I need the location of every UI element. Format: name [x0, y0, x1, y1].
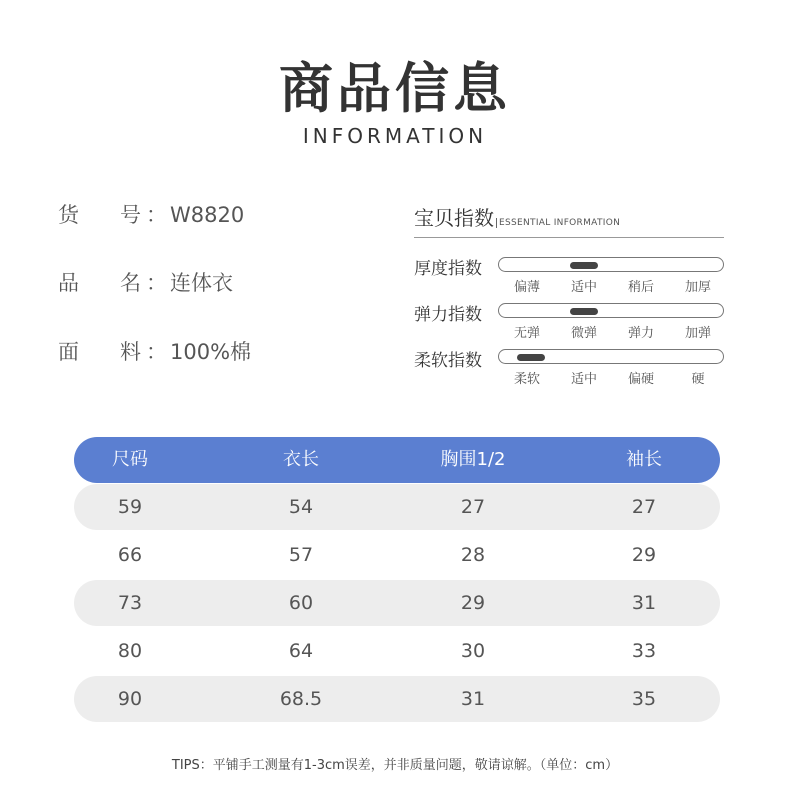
meter-tick: 微弹 [570, 326, 598, 341]
table-row [74, 628, 720, 674]
table-cell: 33 [631, 640, 657, 662]
tips-note: TIPS：平铺手工测量有1-3cm误差，并非质量问题，敬请谅解。（单位：cm） [171, 758, 619, 773]
header-cell: 尺码 [112, 449, 148, 470]
info-colon: ： [146, 271, 167, 295]
meter-tick: 柔软 [513, 372, 541, 387]
table-cell: 66 [117, 544, 143, 566]
meter-tick: 适中 [570, 280, 598, 295]
table-row [74, 532, 720, 578]
index-divider [414, 237, 724, 238]
info-value: 100%棉 [170, 340, 252, 364]
table-cell: 54 [288, 496, 314, 518]
info-label-a: 面 [58, 340, 79, 364]
table-cell: 31 [460, 688, 486, 710]
table-cell: 80 [117, 640, 143, 662]
meter-tick: 偏硬 [627, 372, 655, 387]
meter-tick: 适中 [570, 372, 598, 387]
meter-label: 厚度指数 [414, 259, 482, 279]
table-cell: 57 [288, 544, 314, 566]
meter-track [498, 303, 724, 318]
info-value: W8820 [170, 203, 245, 227]
table-cell: 27 [460, 496, 486, 518]
meter-tick: 无弹 [513, 326, 541, 341]
meter-track [498, 349, 724, 364]
table-header [74, 437, 720, 483]
index-title: 宝贝指数 [414, 206, 494, 230]
info-label-b: 号 [120, 203, 141, 227]
info-colon: ： [146, 340, 167, 364]
table-row [74, 676, 720, 722]
meter-tick: 偏薄 [513, 280, 541, 295]
meter-ticks [498, 322, 738, 342]
table-cell: 90 [117, 688, 143, 710]
meter-tick: 稍后 [627, 280, 655, 295]
table-cell: 59 [117, 496, 143, 518]
info-colon: ： [146, 203, 167, 227]
table-cell: 68.5 [279, 688, 323, 710]
meter-knob [517, 354, 545, 361]
info-value: 连体衣 [170, 271, 233, 295]
header-cell: 胸围1/2 [440, 449, 506, 470]
meter-label: 柔软指数 [414, 351, 482, 371]
meter-knob [570, 308, 598, 315]
page-title: 商品信息 [279, 57, 511, 120]
meter-ticks [498, 368, 738, 388]
meter-thickness [414, 254, 734, 304]
info-label-a: 货 [58, 203, 79, 227]
table-cell: 64 [288, 640, 314, 662]
meter-tick: 弹力 [627, 326, 655, 341]
table-cell: 60 [288, 592, 314, 614]
meter-tick: 硬 [691, 372, 705, 387]
table-cell: 29 [460, 592, 486, 614]
table-cell: 31 [631, 592, 657, 614]
table-row [74, 484, 720, 530]
meter-softness [414, 346, 734, 396]
index-title-en: ESSENTIAL INFORMATION [496, 218, 620, 228]
meter-elasticity [414, 300, 734, 350]
table-cell: 28 [460, 544, 486, 566]
table-row [74, 580, 720, 626]
info-label-a: 品 [58, 271, 79, 295]
header-cell: 衣长 [283, 449, 319, 470]
meter-tick: 加弹 [684, 326, 712, 341]
info-label-b: 料 [120, 340, 141, 364]
index-heading [414, 202, 620, 231]
meter-knob [570, 262, 598, 269]
table-cell: 30 [460, 640, 486, 662]
meter-track [498, 257, 724, 272]
table-cell: 29 [631, 544, 657, 566]
table-cell: 73 [117, 592, 143, 614]
meter-label: 弹力指数 [414, 305, 482, 325]
header-cell: 袖长 [626, 449, 662, 470]
meter-ticks [498, 276, 738, 296]
meter-tick: 加厚 [684, 280, 712, 295]
table-cell: 27 [631, 496, 657, 518]
page-subtitle: INFORMATION [302, 124, 488, 148]
table-cell: 35 [631, 688, 657, 710]
info-label-b: 名 [120, 271, 141, 295]
